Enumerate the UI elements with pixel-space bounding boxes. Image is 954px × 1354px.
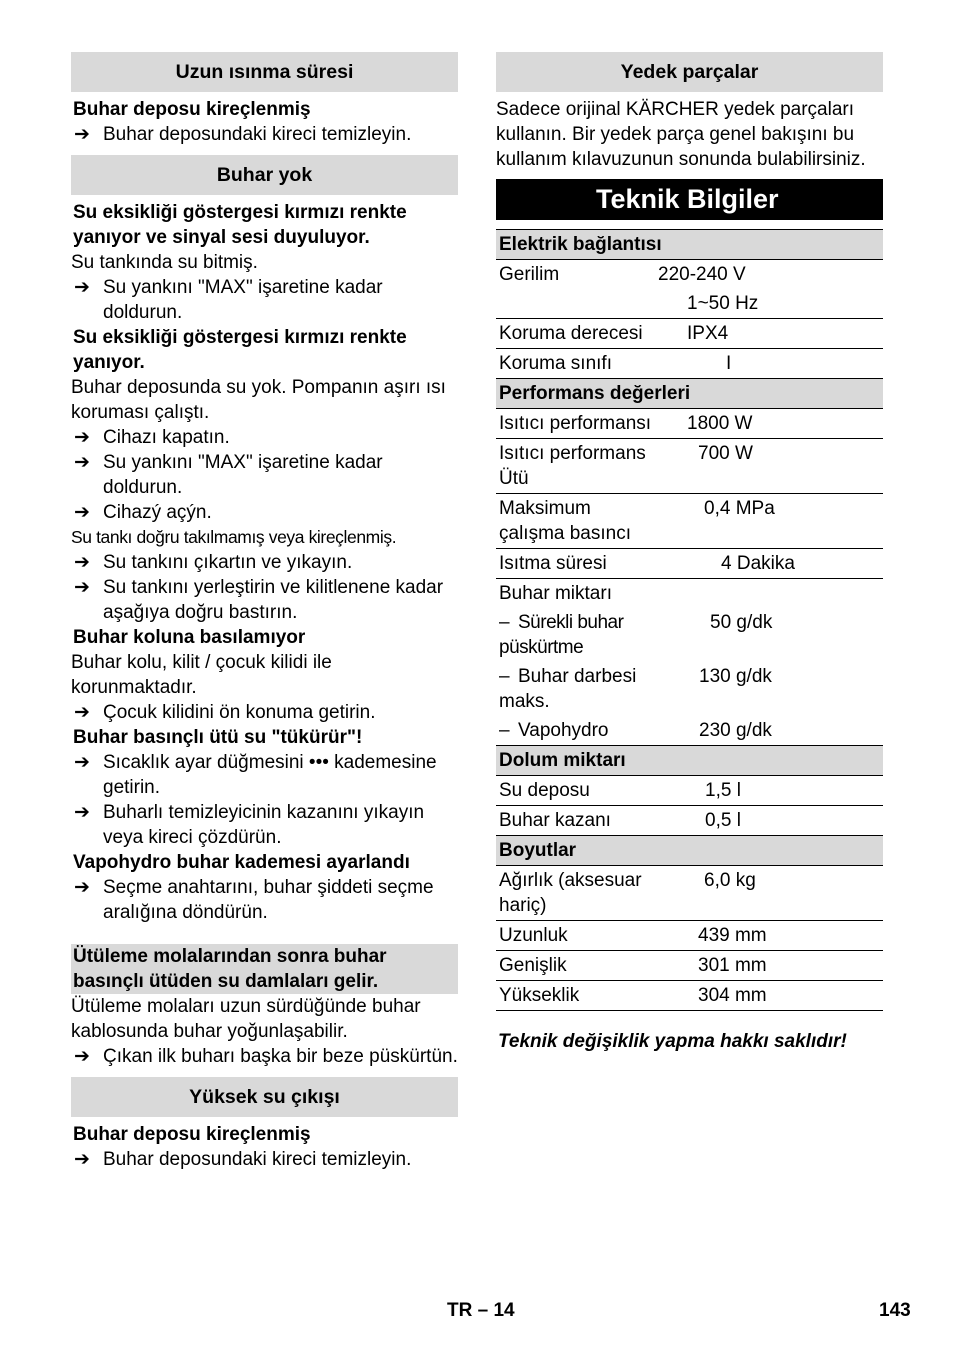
instruction-item: ➔ Su yankını "MAX" işaretine kadar doldurun.: [71, 275, 458, 325]
footer-page-number: 143: [879, 1300, 911, 1321]
cause-label: Su eksikliği göstergesi kırmızı renkte yanıyor ve sinyal sesi duyuluyor.: [73, 202, 407, 248]
arrow-right-icon: ➔: [74, 452, 90, 473]
cause-text: Ütüleme molaları uzun sürdüğünde buhar kablosunda buhar yoğunlaşabilir.: [71, 996, 421, 1042]
instruction-item: ➔ Buhar deposundaki kireci temizleyin.: [71, 1147, 458, 1172]
table-row: Isıtıcı performans Ütü 700 W: [496, 439, 883, 494]
arrow-right-icon: ➔: [74, 277, 90, 298]
table-row: Genişlik 301 mm: [496, 951, 883, 981]
arrow-right-icon: ➔: [74, 752, 90, 773]
arrow-right-icon: ➔: [74, 124, 90, 145]
cause-label: Buhar basınçlı ütü su "tükürür"!: [73, 727, 363, 748]
instruction-item: ➔ Buhar deposundaki kireci temizleyin.: [71, 122, 458, 147]
cause-text: Su tankı doğru takılmamış veya kireçlenmiş.: [71, 527, 397, 547]
instruction-item: ➔ Su yankını "MAX" işaretine kadar doldurun.: [71, 450, 458, 500]
spare-parts-text: Sadece orijinal KÄRCHER yedek parçaları kullanın. Bir yedek parça genel bakışını bu kullanım kılavuzunun sonunda bulabilirsiniz.: [496, 99, 866, 170]
cause-label: Su eksikliği göstergesi kırmızı renkte yanıyor.: [73, 327, 407, 373]
table-row: Buhar miktarı: [496, 579, 883, 609]
cause-text: Su tankında su bitmiş.: [71, 252, 258, 273]
table-row: Ağırlık (aksesuar hariç) 6,0 kg: [496, 866, 883, 921]
table-row: – Vapohydro 230 g/dk: [499, 720, 772, 741]
arrow-right-icon: ➔: [74, 877, 90, 898]
arrow-right-icon: ➔: [74, 427, 90, 448]
instruction-item: ➔ Sıcaklık ayar düğmesini ••• kademesine getirin.: [71, 750, 458, 800]
instruction-item: ➔ Çıkan ilk buharı başka bir beze püskürtün.: [71, 1044, 458, 1069]
table-row: Maksimum çalışma basıncı 0,4 MPa: [496, 494, 883, 549]
table-row: Gerilim 220-240 V: [496, 260, 883, 290]
right-column: [496, 52, 883, 1054]
table-group-header: Elektrik bağlantısı: [496, 230, 883, 260]
table-group-header: Dolum miktarı: [496, 746, 883, 776]
arrow-right-icon: ➔: [74, 802, 90, 823]
section-title-no-steam: Buhar yok: [71, 155, 458, 195]
cause-label: Buhar deposu kireçlenmiş: [73, 1124, 311, 1145]
table-row: Su deposu 1,5 l: [496, 776, 883, 806]
instruction-item: ➔ Su tankını çıkartın ve yıkayın.: [71, 550, 458, 575]
table-group-header: Performans değerleri: [496, 379, 883, 409]
arrow-right-icon: ➔: [74, 552, 90, 573]
instruction-item: ➔ Cihazý açýn.: [71, 500, 458, 525]
cause-label: Buhar koluna basılamıyor: [73, 627, 306, 648]
table-row: Uzunluk 439 mm: [496, 921, 883, 951]
instruction-item: ➔ Su tankını yerleştirin ve kilitlenene kadar aşağıya doğru bastırın.: [71, 575, 458, 625]
table-row: – Buhar darbesi maks. 130 g/dk: [499, 666, 772, 712]
table-row: Koruma derecesi IPX4: [496, 319, 883, 349]
arrow-right-icon: ➔: [74, 502, 90, 523]
section-title-high-water: Yüksek su çıkışı: [71, 1077, 458, 1117]
table-row: 1~50 Hz: [687, 293, 759, 314]
section-title-long-heating: Uzun ısınma süresi: [71, 52, 458, 92]
cause-label: Vapohydro buhar kademesi ayarlandı: [73, 852, 410, 873]
left-column: [71, 52, 458, 1172]
cause-text: Buhar deposunda su yok. Pompanın aşırı ısı koruması çalıştı.: [71, 377, 446, 423]
table-group-header: Boyutlar: [496, 836, 883, 866]
instruction-item: ➔ Buharlı temizleyicinin kazanını yıkayın veya kireci çözdürün.: [71, 800, 458, 850]
table-row: Koruma sınıfı I: [496, 349, 883, 379]
spec-table: [496, 229, 883, 1011]
technical-data-title: Teknik Bilgiler: [496, 179, 883, 220]
cause-label: Buhar deposu kireçlenmiş: [73, 99, 311, 120]
section-title-drips: Ütüleme molalarından sonra buhar basınçlı ütüden su damlaları gelir.: [71, 944, 458, 994]
footer-page-label: TR – 14: [447, 1300, 515, 1321]
table-row: – Sürekli buhar püskürtme 50 g/dk: [499, 612, 773, 658]
table-row: Isıtma süresi 4 Dakika: [496, 549, 883, 579]
table-row: Isıtıcı performansı 1800 W: [496, 409, 883, 439]
instruction-item: ➔ Seçme anahtarını, buhar şiddeti seçme aralığına döndürün.: [71, 875, 458, 925]
arrow-right-icon: ➔: [74, 577, 90, 598]
instruction-item: ➔ Çocuk kilidini ön konuma getirin.: [71, 700, 458, 725]
arrow-right-icon: ➔: [74, 702, 90, 723]
instruction-item: ➔ Cihazı kapatın.: [71, 425, 458, 450]
table-row: Buhar kazanı 0,5 l: [496, 806, 883, 836]
arrow-right-icon: ➔: [74, 1046, 90, 1067]
table-row: Yükseklik 304 mm: [496, 981, 883, 1011]
section-title-spare-parts: Yedek parçalar: [496, 52, 883, 92]
arrow-right-icon: ➔: [74, 1149, 90, 1170]
cause-text: Buhar kolu, kilit / çocuk kilidi ile korunmaktadır.: [71, 652, 332, 698]
technical-note: Teknik değişiklik yapma hakkı saklıdır!: [498, 1031, 847, 1052]
